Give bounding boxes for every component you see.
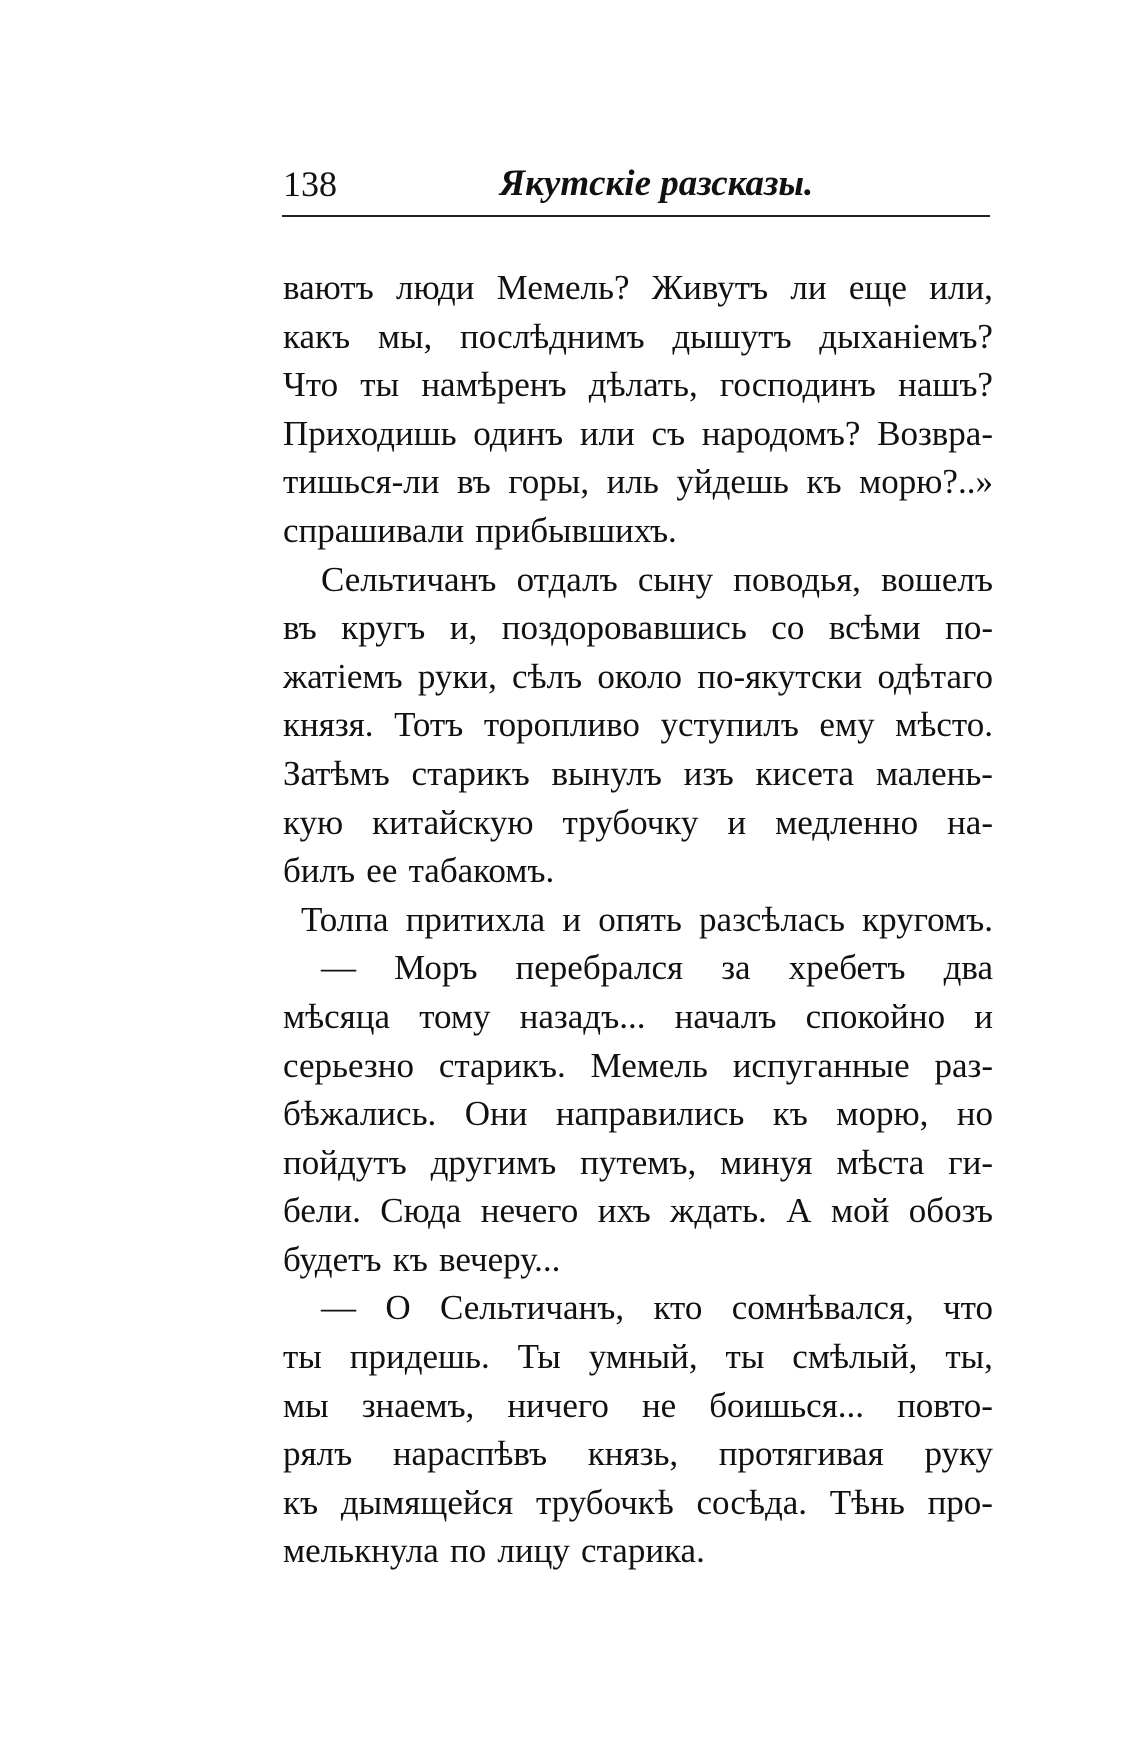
text-line: Что ты намѣренъ дѣлать, господинъ нашъ? bbox=[283, 365, 993, 405]
text-line: будетъ къ вечеру... bbox=[283, 1239, 561, 1279]
text-line: жатіемъ руки, сѣлъ около по-якутски одѣтаго bbox=[283, 656, 993, 696]
text-line: мелькнула по лицу старика. bbox=[283, 1531, 705, 1571]
running-title: Якутскіе разсказы. bbox=[499, 163, 814, 204]
text-line: мы знаемъ, ничего не боишься... повто- bbox=[283, 1385, 993, 1425]
text-line: тишься-ли въ горы, иль уйдешь къ морю?..» bbox=[283, 462, 993, 502]
text-line: Приходишь одинъ или съ народомъ? Возвра- bbox=[283, 413, 993, 453]
text-line: бели. Сюда нечего ихъ ждать. А мой обозъ bbox=[283, 1191, 993, 1231]
text-line: спрашивали прибывшихъ. bbox=[283, 510, 677, 550]
text-line: Затѣмъ старикъ вынулъ изъ кисета малень- bbox=[283, 753, 993, 793]
text-line: какъ мы, послѣднимъ дышутъ дыханіемъ? bbox=[283, 316, 993, 356]
text-line: серьезно старикъ. Мемель испуганные раз- bbox=[283, 1045, 993, 1085]
body-text bbox=[283, 264, 993, 1576]
text-line: пойдутъ другимъ путемъ, минуя мѣста ги- bbox=[283, 1142, 993, 1182]
header-rule bbox=[282, 215, 990, 217]
page-number: 138 bbox=[283, 164, 337, 204]
text-line: князя. Тотъ торопливо уступилъ ему мѣсто. bbox=[283, 705, 993, 745]
text-line: билъ ее табакомъ. bbox=[283, 851, 555, 891]
text-line: рялъ нараспѣвъ князь, протягивая руку bbox=[283, 1434, 993, 1474]
text-line: ты придешь. Ты умный, ты смѣлый, ты, bbox=[283, 1337, 993, 1377]
text-line: къ дымящейся трубочкѣ сосѣда. Тѣнь про- bbox=[283, 1482, 993, 1522]
text-line: Толпа притихла и опять разсѣлась кругомъ. bbox=[301, 899, 993, 939]
text-line: ваютъ люди Мемель? Живутъ ли еще или, bbox=[283, 268, 993, 307]
text-line: мѣсяца тому назадъ... началъ спокойно и bbox=[283, 996, 993, 1036]
text-line: бѣжались. Они направились къ морю, но bbox=[283, 1094, 993, 1134]
text-line: кую китайскую трубочку и медленно на- bbox=[283, 802, 993, 842]
text-line: — О Сельтичанъ, кто сомнѣвался, что bbox=[321, 1288, 993, 1328]
text-line: въ кругъ и, поздоровавшись со всѣми по- bbox=[283, 608, 993, 648]
running-head bbox=[283, 160, 990, 208]
text-line: — Моръ перебрался за хребетъ два bbox=[321, 948, 993, 988]
text-line: Сельтичанъ отдалъ сыну поводья, вошелъ bbox=[321, 559, 993, 599]
